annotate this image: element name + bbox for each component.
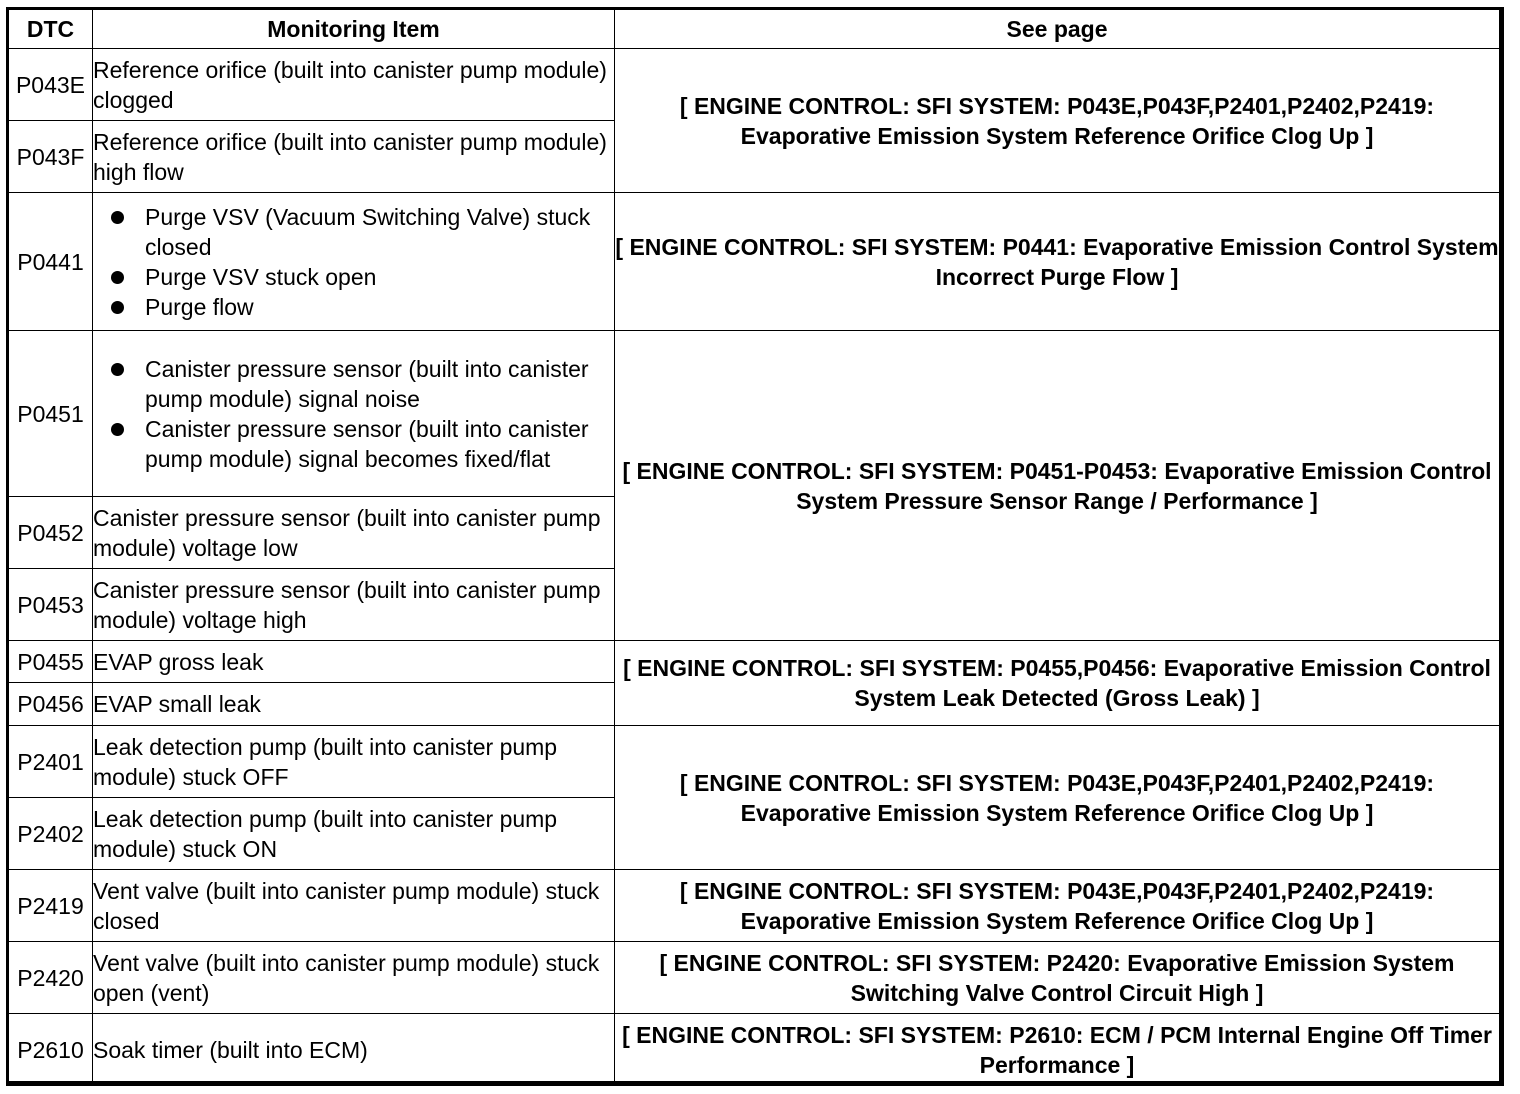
dtc-code: P2402 — [9, 798, 93, 870]
bullet-item: Purge VSV (Vacuum Switching Valve) stuck closed — [145, 202, 614, 262]
dtc-code: P2401 — [9, 726, 93, 798]
monitoring-item: Reference orifice (built into canister pump module) clogged — [93, 49, 615, 121]
monitoring-item: EVAP small leak — [93, 683, 615, 726]
see-page-link[interactable]: [ ENGINE CONTROL: SFI SYSTEM: P043E,P043F,P2401,P2402,P2419: Evaporative Emission System Reference Orifice Clog Up ] — [615, 726, 1500, 870]
dtc-code: P0456 — [9, 683, 93, 726]
dtc-code: P043E — [9, 49, 93, 121]
bullet-item: Canister pressure sensor (built into canister pump module) signal becomes fixed/flat — [145, 414, 614, 474]
dtc-code: P2610 — [9, 1014, 93, 1086]
monitoring-item: Leak detection pump (built into canister pump module) stuck OFF — [93, 726, 615, 798]
monitoring-item: Soak timer (built into ECM) — [93, 1014, 615, 1086]
see-page-link[interactable]: [ ENGINE CONTROL: SFI SYSTEM: P2420: Evaporative Emission System Switching Valve Control Circuit High ] — [615, 942, 1500, 1014]
header-row — [9, 10, 1500, 49]
see-page-link[interactable]: [ ENGINE CONTROL: SFI SYSTEM: P2610: ECM / PCM Internal Engine Off Timer Performance ] — [615, 1014, 1500, 1086]
bullet-item: Purge VSV stuck open — [145, 262, 614, 292]
monitoring-item: Vent valve (built into canister pump module) stuck closed — [93, 870, 615, 942]
see-page-link[interactable]: [ ENGINE CONTROL: SFI SYSTEM: P043E,P043F,P2401,P2402,P2419: Evaporative Emission System Reference Orifice Clog Up ] — [615, 49, 1500, 193]
monitoring-item: Canister pressure sensor (built into canister pump module) voltage low — [93, 497, 615, 569]
header-see-page: See page — [615, 10, 1500, 49]
bullet-list — [93, 354, 614, 474]
dtc-code: P0441 — [9, 193, 93, 331]
see-page-link[interactable]: [ ENGINE CONTROL: SFI SYSTEM: P0451-P0453: Evaporative Emission Control System Pressure Sensor Range / Performance ] — [615, 331, 1500, 641]
bullet-list — [93, 202, 614, 322]
dtc-code: P2420 — [9, 942, 93, 1014]
dtc-code: P2419 — [9, 870, 93, 942]
see-page-link[interactable]: [ ENGINE CONTROL: SFI SYSTEM: P043E,P043F,P2401,P2402,P2419: Evaporative Emission System Reference Orifice Clog Up ] — [615, 870, 1500, 942]
bullet-item: Purge flow — [145, 292, 614, 322]
dtc-code: P0453 — [9, 569, 93, 641]
dtc-code: P0455 — [9, 641, 93, 683]
monitoring-item: Vent valve (built into canister pump module) stuck open (vent) — [93, 942, 615, 1014]
dtc-code: P0452 — [9, 497, 93, 569]
see-page-link[interactable]: [ ENGINE CONTROL: SFI SYSTEM: P0455,P0456: Evaporative Emission Control System Leak Detected (Gross Leak) ] — [615, 641, 1500, 726]
monitoring-item: Reference orifice (built into canister pump module) high flow — [93, 121, 615, 193]
dtc-table — [8, 9, 1500, 1086]
table-row — [9, 49, 1500, 121]
table-row — [9, 331, 1500, 497]
header-monitoring-item: Monitoring Item — [93, 10, 615, 49]
monitoring-item — [93, 331, 615, 497]
header-dtc: DTC — [9, 10, 93, 49]
monitoring-item: EVAP gross leak — [93, 641, 615, 683]
table-row — [9, 193, 1500, 331]
table-row — [9, 1014, 1500, 1086]
dtc-code: P043F — [9, 121, 93, 193]
table-row — [9, 641, 1500, 683]
table-row — [9, 942, 1500, 1014]
monitoring-item — [93, 193, 615, 331]
see-page-link[interactable]: [ ENGINE CONTROL: SFI SYSTEM: P0441: Evaporative Emission Control System Incorrect Purge Flow ] — [615, 193, 1500, 331]
bullet-item: Canister pressure sensor (built into canister pump module) signal noise — [145, 354, 614, 414]
table-row — [9, 726, 1500, 798]
table-row — [9, 870, 1500, 942]
monitoring-item: Leak detection pump (built into canister pump module) stuck ON — [93, 798, 615, 870]
dtc-code: P0451 — [9, 331, 93, 497]
monitoring-item: Canister pressure sensor (built into canister pump module) voltage high — [93, 569, 615, 641]
